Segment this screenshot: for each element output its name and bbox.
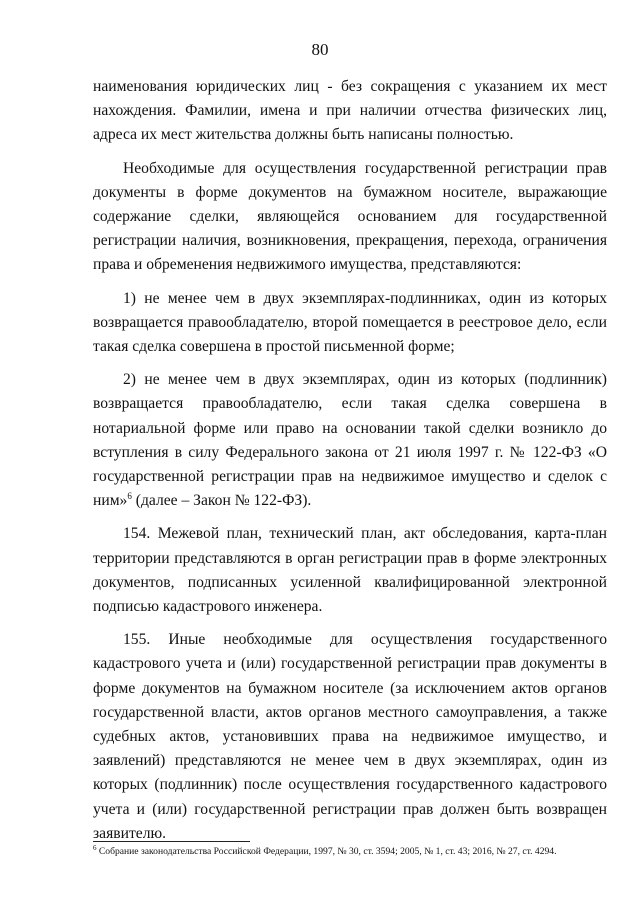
paragraph-155: 155. Иные необходимые для осуществления государственного кадастрового учета и (или) государственной регистрации прав документы в форме документов на бумажном носителе (за исключением актов органов государственной власти, актов органов местного самоуправления, а также судебных актов, установивших права на недвижимое имущество, и заявлений) представляются не менее чем в двух экземплярах, один из которых (подлинник) после осуществления государственного кадастрового учета и (или) государственной регистрации прав должен быть возвращен заявителю.	[93, 631, 607, 842]
paragraph-154: 154. Межевой план, технический план, акт обследования, карта-план территории представляются в орган регистрации прав в форме электронных документов, подписанных усиленной квалифицированной электронной подписью кадастрового инженера.	[93, 525, 607, 616]
footnote-number: 6	[93, 844, 97, 852]
paragraph-documents-requirement: Необходимые для осуществления государственной регистрации прав документы в форме документов на бумажном носителе, выражающие содержание сделки, являющейся основанием для государственной регистрации наличия, возникновения, прекращения, перехода, ограничения права и обременения недвижимого имущества, представляются:	[93, 159, 607, 274]
footnote-text: Собрание законодательства Российской Федерации, 1997, № 30, ст. 3594; 2005, № 1, ст. 43; 2016, № 27, ст. 4294.	[96, 846, 557, 857]
footnote-reference: 6	[127, 491, 132, 502]
body-text	[93, 75, 607, 846]
page-number: 80	[311, 40, 329, 59]
list-item-2-tail: (далее – Закон № 122-ФЗ).	[131, 492, 312, 510]
list-item-1: 1) не менее чем в двух экземплярах-подлинниках, один из которых возвращается правообладателю, второй помещается в реестровое дело, если такая сделка совершена в простой письменной форме;	[93, 289, 607, 356]
paragraph-continuation: наименования юридических лиц - без сокращения с указанием их мест нахождения. Фамилии, имена и при наличии отчества физических лиц, адреса их мест жительства должны быть написаны полностью.	[93, 78, 607, 144]
footnote	[93, 845, 613, 859]
list-item-2	[93, 368, 607, 513]
list-item-2-text: 2) не менее чем в двух экземплярах, один из которых (подлинник) возвращается правообладателю, если такая сделка совершена в нотариальной форме или право на основании такой сделки возникло до вступления в силу Федерального закона от 21 июля 1997 г. № 122-ФЗ «О государственной регистрации прав на недвижимое имущество и сделок с ним»	[93, 371, 607, 510]
footnote-divider	[93, 841, 250, 842]
